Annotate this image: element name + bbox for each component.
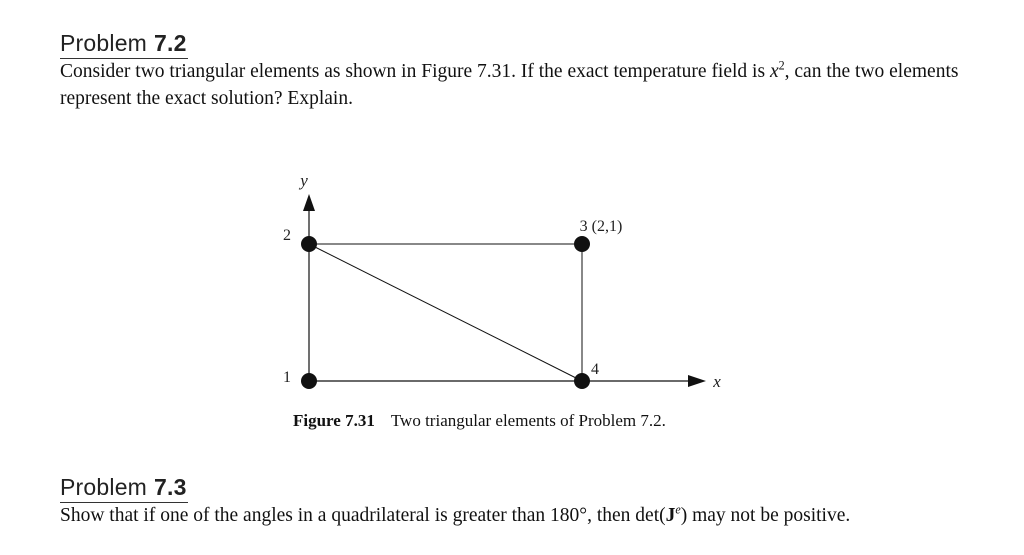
node-3-label: 3 (2,1) <box>579 218 623 235</box>
figure-caption-text: Two triangular elements of Problem 7.2. <box>390 411 666 430</box>
node-1 <box>301 373 317 389</box>
node-2 <box>301 236 317 252</box>
problem-text-end: ) may not be positive. <box>680 505 851 526</box>
figure-caption-number: Figure 7.31 <box>293 411 375 430</box>
jacobian-symbol: J <box>665 505 676 526</box>
problem-text-end: , can the two elements represent the exact solution? Explain. <box>60 61 959 109</box>
math-variable: x <box>769 61 779 82</box>
figure-caption <box>293 410 666 432</box>
node-4-label: 4 <box>591 361 599 378</box>
problem-heading-word: Problem <box>60 30 148 56</box>
math-exponent: 2 <box>778 58 785 73</box>
edge-2-4-diagonal <box>309 244 582 381</box>
x-axis-label: x <box>713 372 721 391</box>
y-axis-arrowhead <box>303 194 315 211</box>
problem-text-start: Show that if one of the angles in a quadrilateral is greater than 180°, then det( <box>60 505 666 526</box>
problem-heading-number: 7.2 <box>154 30 187 56</box>
problem-text-start: Consider two triangular elements as shown in Figure 7.31. If the exact temperature field is <box>60 61 770 82</box>
node-2-label: 2 <box>283 227 291 244</box>
x-axis-arrowhead <box>688 375 706 387</box>
y-axis-label: y <box>300 171 308 190</box>
problem-heading-word: Problem <box>60 474 148 500</box>
node-1-label: 1 <box>283 369 291 386</box>
problem-7-3-text <box>60 502 980 529</box>
node-4 <box>574 373 590 389</box>
node-3 <box>574 236 590 252</box>
problem-heading-number: 7.3 <box>154 474 187 500</box>
jacobian-superscript: e <box>675 502 681 517</box>
problem-7-3-heading <box>60 474 187 500</box>
